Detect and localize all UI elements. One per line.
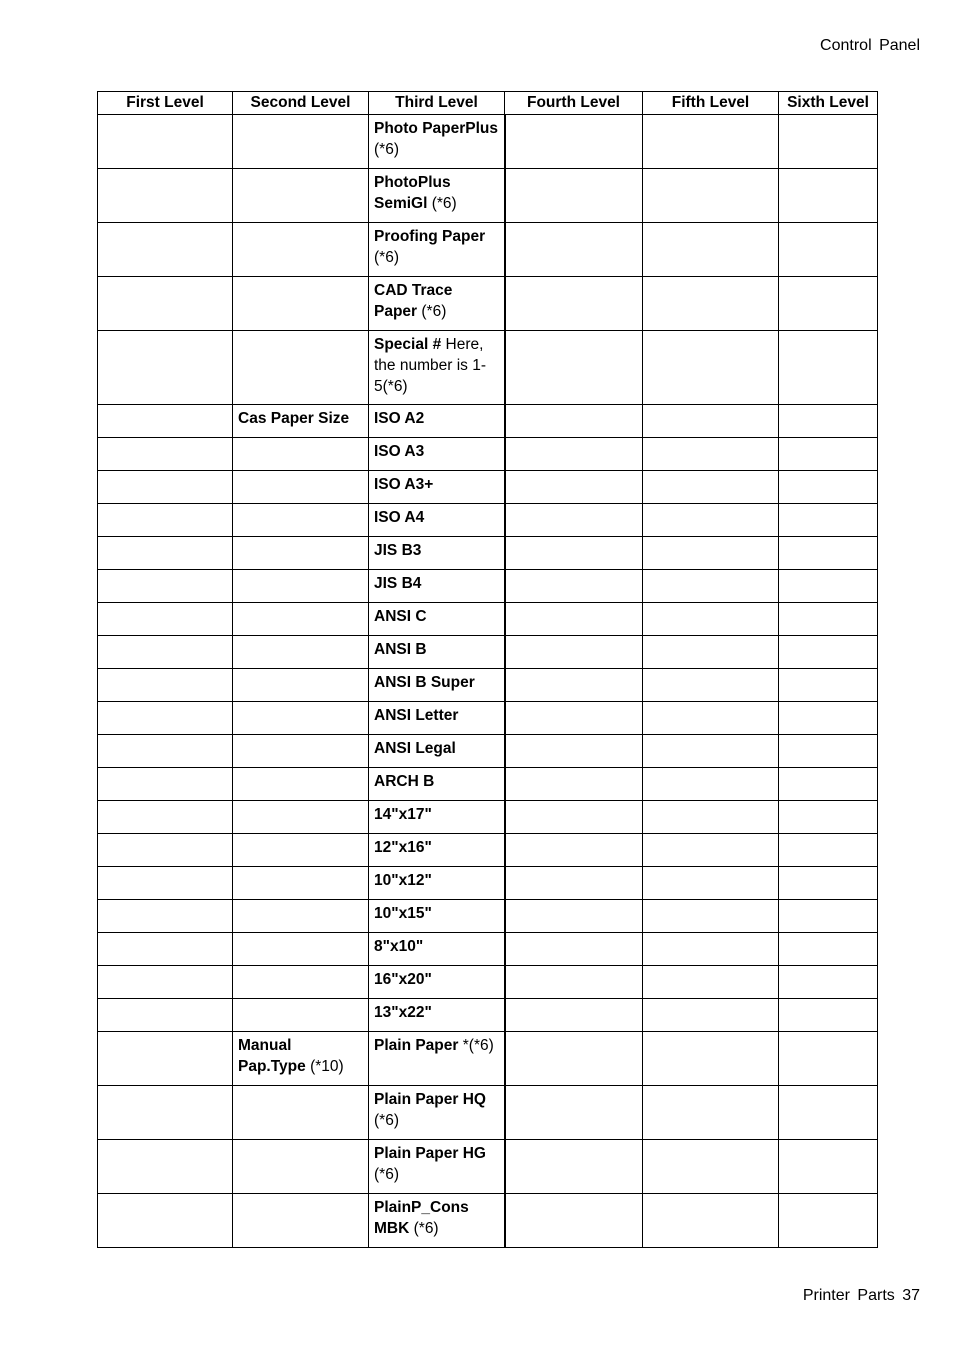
third-level-label: 10"x15" xyxy=(374,905,432,922)
fourth-level-cell xyxy=(505,636,643,669)
second-level-cell xyxy=(233,504,369,537)
fourth-level-cell xyxy=(505,115,643,169)
sixth-level-cell xyxy=(779,933,878,966)
sixth-level-cell xyxy=(779,735,878,768)
second-level-cell xyxy=(233,702,369,735)
fourth-level-cell xyxy=(505,669,643,702)
table-row xyxy=(98,1140,878,1194)
table-row xyxy=(98,405,878,438)
third-level-cell xyxy=(369,1140,505,1194)
third-level-cell xyxy=(369,801,505,834)
second-level-label: Cas Paper Size xyxy=(238,410,350,427)
third-level-cell xyxy=(369,331,505,405)
first-level-cell xyxy=(98,867,233,900)
fifth-level-cell xyxy=(643,570,779,603)
page-footer: Printer Parts 37 xyxy=(802,1287,920,1304)
table-row xyxy=(98,867,878,900)
first-level-cell xyxy=(98,438,233,471)
table-row xyxy=(98,603,878,636)
first-level-cell xyxy=(98,331,233,405)
first-level-cell xyxy=(98,537,233,570)
second-level-cell xyxy=(233,471,369,504)
third-level-label: ANSI B xyxy=(374,641,427,658)
first-level-cell xyxy=(98,636,233,669)
sixth-level-cell xyxy=(779,669,878,702)
sixth-level-cell xyxy=(779,603,878,636)
fifth-level-cell xyxy=(643,735,779,768)
second-level-cell xyxy=(233,801,369,834)
fourth-level-cell xyxy=(505,438,643,471)
third-level-cell xyxy=(369,966,505,999)
fifth-level-cell xyxy=(643,277,779,331)
column-header-fourth-level: Fourth Level xyxy=(505,92,643,115)
sixth-level-cell xyxy=(779,999,878,1032)
first-level-cell xyxy=(98,223,233,277)
third-level-cell xyxy=(369,669,505,702)
fifth-level-cell xyxy=(643,1032,779,1086)
table-row xyxy=(98,801,878,834)
sixth-level-cell xyxy=(779,504,878,537)
fifth-level-cell xyxy=(643,702,779,735)
sixth-level-cell xyxy=(779,768,878,801)
table-row xyxy=(98,223,878,277)
third-level-label: ISO A3 xyxy=(374,443,425,460)
third-level-label: ISO A2 xyxy=(374,410,425,427)
first-level-cell xyxy=(98,999,233,1032)
third-level-cell xyxy=(369,1194,505,1248)
third-level-cell xyxy=(369,169,505,223)
third-level-cell xyxy=(369,471,505,504)
table-row xyxy=(98,999,878,1032)
first-level-cell xyxy=(98,504,233,537)
first-level-cell xyxy=(98,1194,233,1248)
third-level-label: Plain Paper HQ xyxy=(374,1091,486,1108)
first-level-cell xyxy=(98,405,233,438)
sixth-level-cell xyxy=(779,834,878,867)
first-level-cell xyxy=(98,801,233,834)
table-row xyxy=(98,900,878,933)
first-level-cell xyxy=(98,900,233,933)
third-level-cell xyxy=(369,438,505,471)
column-header-third-level: Third Level xyxy=(369,92,505,115)
second-level-label: Manual Pap.Type xyxy=(238,1037,306,1075)
second-level-cell xyxy=(233,570,369,603)
second-level-cell xyxy=(233,1032,369,1086)
third-level-label: Proofing Paper xyxy=(374,228,486,245)
table-row xyxy=(98,471,878,504)
third-level-label: ANSI C xyxy=(374,608,427,625)
sixth-level-cell xyxy=(779,702,878,735)
column-header-fifth-level: Fifth Level xyxy=(643,92,779,115)
third-level-cell xyxy=(369,537,505,570)
third-level-label: 13"x22" xyxy=(374,1004,432,1021)
fourth-level-cell xyxy=(505,834,643,867)
third-level-label: 10"x12" xyxy=(374,872,432,889)
third-level-label: ISO A3+ xyxy=(374,476,434,493)
fifth-level-cell xyxy=(643,223,779,277)
second-level-cell xyxy=(233,834,369,867)
third-level-cell xyxy=(369,933,505,966)
table-row xyxy=(98,438,878,471)
table-row xyxy=(98,570,878,603)
third-level-cell xyxy=(369,999,505,1032)
fifth-level-cell xyxy=(643,933,779,966)
third-level-note: (*6) xyxy=(427,195,457,212)
third-level-cell xyxy=(369,1032,505,1086)
first-level-cell xyxy=(98,669,233,702)
first-level-cell xyxy=(98,471,233,504)
second-level-cell xyxy=(233,966,369,999)
fifth-level-cell xyxy=(643,438,779,471)
third-level-cell xyxy=(369,768,505,801)
third-level-note: Here, the number is 1-5(*6) xyxy=(374,336,486,395)
fourth-level-cell xyxy=(505,1194,643,1248)
third-level-label: PhotoPlus SemiGl xyxy=(374,174,451,212)
third-level-label: CAD Trace Paper xyxy=(374,282,453,320)
table-row xyxy=(98,669,878,702)
third-level-cell xyxy=(369,603,505,636)
sixth-level-cell xyxy=(779,223,878,277)
fourth-level-cell xyxy=(505,966,643,999)
table-row xyxy=(98,1194,878,1248)
third-level-label: Plain Paper xyxy=(374,1037,459,1054)
table-row xyxy=(98,277,878,331)
fourth-level-cell xyxy=(505,801,643,834)
third-level-note: (*6) xyxy=(374,1166,399,1183)
sixth-level-cell xyxy=(779,966,878,999)
fourth-level-cell xyxy=(505,223,643,277)
fourth-level-cell xyxy=(505,504,643,537)
sixth-level-cell xyxy=(779,1194,878,1248)
third-level-label: 12"x16" xyxy=(374,839,432,856)
page-header: Control Panel xyxy=(820,37,920,54)
third-level-note: (*6) xyxy=(374,249,399,266)
sixth-level-cell xyxy=(779,277,878,331)
sixth-level-cell xyxy=(779,900,878,933)
column-header-first-level: First Level xyxy=(98,92,233,115)
second-level-cell xyxy=(233,405,369,438)
second-level-cell xyxy=(233,1086,369,1140)
table-row xyxy=(98,702,878,735)
first-level-cell xyxy=(98,115,233,169)
third-level-cell xyxy=(369,223,505,277)
third-level-note: *(*6) xyxy=(458,1037,494,1054)
first-level-cell xyxy=(98,933,233,966)
third-level-label: 8"x10" xyxy=(374,938,424,955)
sixth-level-cell xyxy=(779,1086,878,1140)
second-level-cell xyxy=(233,735,369,768)
fifth-level-cell xyxy=(643,1086,779,1140)
fifth-level-cell xyxy=(643,115,779,169)
fourth-level-cell xyxy=(505,867,643,900)
third-level-label: ISO A4 xyxy=(374,509,425,526)
fourth-level-cell xyxy=(505,471,643,504)
sixth-level-cell xyxy=(779,537,878,570)
third-level-note: (*6) xyxy=(409,1220,439,1237)
table-row xyxy=(98,169,878,223)
third-level-label: JIS B4 xyxy=(374,575,422,592)
third-level-cell xyxy=(369,636,505,669)
third-level-note: (*6) xyxy=(417,303,447,320)
sixth-level-cell xyxy=(779,801,878,834)
third-level-label: Special # xyxy=(374,336,442,353)
fourth-level-cell xyxy=(505,1032,643,1086)
third-level-label: ANSI Legal xyxy=(374,740,456,757)
sixth-level-cell xyxy=(779,570,878,603)
second-level-cell xyxy=(233,867,369,900)
table-row xyxy=(98,966,878,999)
second-level-cell xyxy=(233,169,369,223)
third-level-cell xyxy=(369,834,505,867)
fourth-level-cell xyxy=(505,900,643,933)
second-level-cell xyxy=(233,768,369,801)
table-header-row xyxy=(98,92,878,115)
fifth-level-cell xyxy=(643,636,779,669)
table-row xyxy=(98,115,878,169)
second-level-cell xyxy=(233,669,369,702)
second-level-cell xyxy=(233,900,369,933)
second-level-cell xyxy=(233,1194,369,1248)
third-level-cell xyxy=(369,867,505,900)
fifth-level-cell xyxy=(643,537,779,570)
fourth-level-cell xyxy=(505,999,643,1032)
fourth-level-cell xyxy=(505,603,643,636)
fifth-level-cell xyxy=(643,169,779,223)
sixth-level-cell xyxy=(779,1140,878,1194)
third-level-cell xyxy=(369,1086,505,1140)
third-level-label: Photo PaperPlus xyxy=(374,120,499,137)
second-level-cell xyxy=(233,636,369,669)
table-row xyxy=(98,1086,878,1140)
third-level-cell xyxy=(369,405,505,438)
fourth-level-cell xyxy=(505,1086,643,1140)
first-level-cell xyxy=(98,570,233,603)
first-level-cell xyxy=(98,966,233,999)
third-level-label: JIS B3 xyxy=(374,542,422,559)
third-level-cell xyxy=(369,277,505,331)
first-level-cell xyxy=(98,603,233,636)
menu-level-table xyxy=(97,91,878,1248)
first-level-cell xyxy=(98,277,233,331)
table-row xyxy=(98,735,878,768)
fourth-level-cell xyxy=(505,331,643,405)
fifth-level-cell xyxy=(643,867,779,900)
second-level-cell xyxy=(233,1140,369,1194)
third-level-cell xyxy=(369,504,505,537)
third-level-label: PlainP_Cons MBK xyxy=(374,1199,469,1237)
first-level-cell xyxy=(98,1032,233,1086)
third-level-note: (*6) xyxy=(374,1112,399,1129)
sixth-level-cell xyxy=(779,115,878,169)
second-level-cell xyxy=(233,999,369,1032)
table-row xyxy=(98,834,878,867)
fifth-level-cell xyxy=(643,768,779,801)
third-level-note: (*6) xyxy=(374,141,399,158)
table-row xyxy=(98,636,878,669)
fifth-level-cell xyxy=(643,900,779,933)
sixth-level-cell xyxy=(779,169,878,223)
fifth-level-cell xyxy=(643,669,779,702)
second-level-cell xyxy=(233,933,369,966)
third-level-label: ANSI Letter xyxy=(374,707,459,724)
second-level-cell xyxy=(233,277,369,331)
fifth-level-cell xyxy=(643,801,779,834)
second-level-cell xyxy=(233,115,369,169)
third-level-cell xyxy=(369,570,505,603)
column-header-sixth-level: Sixth Level xyxy=(779,92,878,115)
first-level-cell xyxy=(98,735,233,768)
sixth-level-cell xyxy=(779,405,878,438)
sixth-level-cell xyxy=(779,1032,878,1086)
fourth-level-cell xyxy=(505,570,643,603)
third-level-cell xyxy=(369,702,505,735)
fifth-level-cell xyxy=(643,1140,779,1194)
first-level-cell xyxy=(98,768,233,801)
table-row xyxy=(98,331,878,405)
second-level-cell xyxy=(233,603,369,636)
fourth-level-cell xyxy=(505,405,643,438)
fourth-level-cell xyxy=(505,277,643,331)
third-level-label: 16"x20" xyxy=(374,971,432,988)
third-level-label: ANSI B Super xyxy=(374,674,475,691)
fifth-level-cell xyxy=(643,603,779,636)
first-level-cell xyxy=(98,1140,233,1194)
sixth-level-cell xyxy=(779,331,878,405)
first-level-cell xyxy=(98,834,233,867)
fourth-level-cell xyxy=(505,169,643,223)
fifth-level-cell xyxy=(643,966,779,999)
table-body xyxy=(98,115,878,1248)
table-row xyxy=(98,504,878,537)
fourth-level-cell xyxy=(505,768,643,801)
third-level-label: Plain Paper HG xyxy=(374,1145,486,1162)
third-level-cell xyxy=(369,900,505,933)
sixth-level-cell xyxy=(779,471,878,504)
third-level-label: ARCH B xyxy=(374,773,435,790)
first-level-cell xyxy=(98,702,233,735)
second-level-cell xyxy=(233,438,369,471)
table-row xyxy=(98,768,878,801)
third-level-label: 14"x17" xyxy=(374,806,432,823)
fourth-level-cell xyxy=(505,735,643,768)
first-level-cell xyxy=(98,169,233,223)
second-level-cell xyxy=(233,537,369,570)
second-level-cell xyxy=(233,223,369,277)
fourth-level-cell xyxy=(505,702,643,735)
sixth-level-cell xyxy=(779,636,878,669)
second-level-note: (*10) xyxy=(305,1058,344,1075)
sixth-level-cell xyxy=(779,438,878,471)
fourth-level-cell xyxy=(505,1140,643,1194)
fifth-level-cell xyxy=(643,999,779,1032)
table-row xyxy=(98,537,878,570)
fifth-level-cell xyxy=(643,471,779,504)
table-row xyxy=(98,933,878,966)
fifth-level-cell xyxy=(643,504,779,537)
first-level-cell xyxy=(98,1086,233,1140)
column-header-second-level: Second Level xyxy=(233,92,369,115)
fourth-level-cell xyxy=(505,933,643,966)
third-level-cell xyxy=(369,735,505,768)
second-level-cell xyxy=(233,331,369,405)
fourth-level-cell xyxy=(505,537,643,570)
fifth-level-cell xyxy=(643,834,779,867)
fifth-level-cell xyxy=(643,405,779,438)
table-row xyxy=(98,1032,878,1086)
fifth-level-cell xyxy=(643,1194,779,1248)
fifth-level-cell xyxy=(643,331,779,405)
sixth-level-cell xyxy=(779,867,878,900)
third-level-cell xyxy=(369,115,505,169)
